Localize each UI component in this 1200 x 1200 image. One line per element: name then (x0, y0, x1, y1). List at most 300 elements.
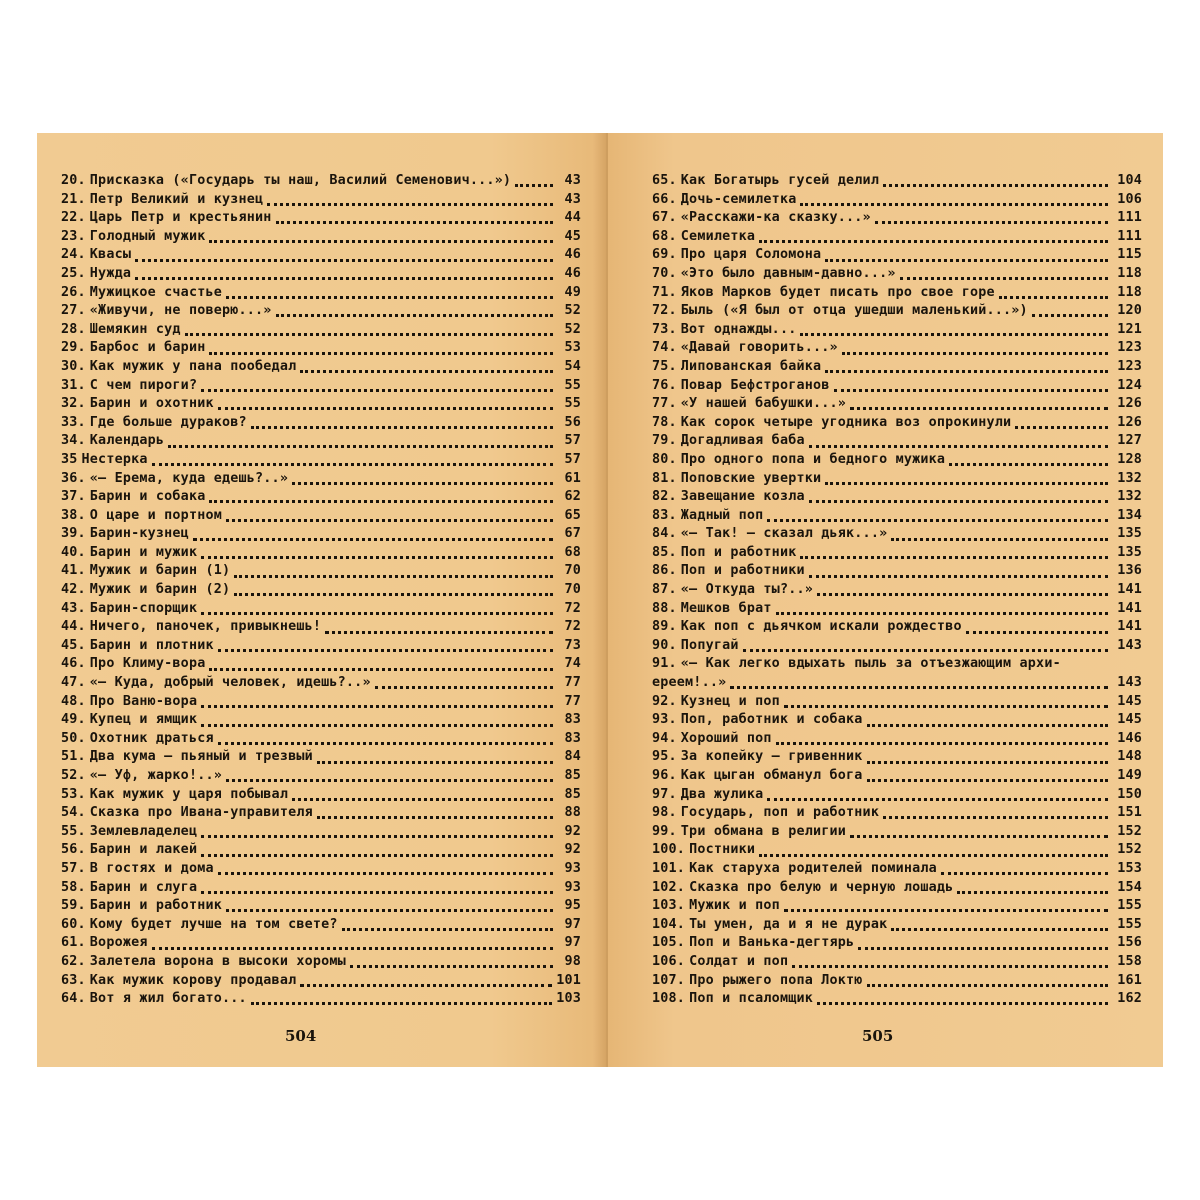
entry-page-number: 126 (1117, 414, 1142, 430)
entry-number: 60. (61, 916, 86, 932)
toc-entry (61, 768, 581, 787)
dot-leader (350, 964, 553, 968)
entry-page-number: 124 (1117, 377, 1142, 393)
entry-number: 106. (652, 953, 686, 969)
dot-leader (226, 518, 553, 522)
toc-entry (652, 656, 1142, 675)
toc-entry (61, 359, 581, 378)
dot-leader (743, 648, 1108, 652)
toc-entry (61, 805, 581, 824)
dot-leader (292, 797, 553, 801)
entry-title: Барин-спорщик (89, 600, 198, 616)
toc-entry (652, 768, 1142, 787)
entry-number: 99. (652, 823, 677, 839)
entry-title: Присказка («Государь ты наш, Василий Семенович...») (89, 173, 512, 188)
toc-entry (652, 861, 1142, 880)
toc-entry (652, 433, 1142, 452)
entry-number: 68. (652, 228, 677, 244)
entry-page-number: 57 (564, 433, 581, 449)
entry-page-number: 106 (1117, 191, 1142, 207)
toc-entry (652, 712, 1142, 731)
toc-entry (61, 322, 581, 341)
toc-entry (652, 396, 1142, 415)
entry-title: Как мужик у царя побывал (89, 786, 289, 802)
dot-leader (867, 723, 1108, 727)
entry-page-number: 43 (564, 191, 581, 207)
dot-leader (767, 797, 1108, 801)
entry-title: Поп, работник и собака (680, 712, 863, 728)
dot-leader (209, 239, 553, 243)
dot-leader (817, 592, 1108, 596)
toc-entry (61, 694, 581, 713)
entry-title: Как цыган обманул бога (680, 768, 863, 783)
entry-page-number: 73 (564, 637, 581, 653)
toc-entry (61, 824, 581, 843)
entry-page-number: 132 (1117, 489, 1142, 505)
entry-number: 81. (652, 470, 677, 486)
entry-number: 50. (61, 730, 86, 746)
entry-page-number: 92 (564, 823, 581, 839)
toc-entry (652, 824, 1142, 843)
dot-leader (226, 908, 553, 912)
dot-leader (800, 332, 1108, 336)
entry-title: Барбос и барин (89, 340, 206, 356)
dot-leader (251, 1001, 552, 1005)
entry-title: Барин и мужик (89, 544, 198, 560)
toc-entry (61, 285, 581, 304)
toc-entry (652, 545, 1142, 564)
entry-title: Яков Марков будет писать про свое горе (680, 284, 995, 300)
dot-leader (201, 723, 553, 727)
entry-title: Охотник драться (89, 730, 214, 746)
dot-leader (834, 388, 1108, 392)
dot-leader (784, 704, 1108, 708)
entry-page-number: 150 (1117, 786, 1142, 802)
toc-entry (652, 452, 1142, 471)
entry-page-number: 70 (564, 582, 581, 598)
toc-entry (61, 563, 581, 582)
entry-title: Как Богатырь гусей делил (680, 173, 880, 188)
entry-number: 51. (61, 749, 86, 765)
dot-leader (867, 778, 1108, 782)
entry-number: 20. (61, 173, 86, 188)
toc-entry (652, 973, 1142, 992)
entry-title: Попугай (680, 637, 739, 653)
dot-leader (152, 946, 553, 950)
entry-page-number: 146 (1117, 730, 1142, 746)
entry-page-number: 53 (564, 340, 581, 356)
dot-leader (817, 1001, 1108, 1005)
entry-title: «— Уф, жарко!..» (89, 768, 222, 783)
toc-entry (61, 247, 581, 266)
entry-number: 73. (652, 321, 677, 337)
entry-page-number: 43 (564, 173, 581, 188)
entry-title: Ворожея (89, 935, 148, 951)
entry-page-number: 145 (1117, 693, 1142, 709)
entry-page-number: 126 (1117, 396, 1142, 412)
toc-entry (61, 656, 581, 675)
entry-page-number: 154 (1117, 879, 1142, 895)
toc-entry (61, 340, 581, 359)
dot-leader (168, 444, 553, 448)
dot-leader (1015, 425, 1108, 429)
dot-leader (201, 853, 553, 857)
entry-number: 69. (652, 247, 677, 263)
entry-number: 92. (652, 693, 677, 709)
entry-number: 105. (652, 935, 686, 951)
entry-title: В гостях и дома (89, 860, 214, 876)
dot-leader (999, 295, 1108, 299)
entry-page-number: 46 (564, 265, 581, 281)
entry-page-number: 162 (1117, 991, 1142, 1007)
entry-number: 67. (652, 210, 677, 226)
dot-leader (809, 444, 1108, 448)
entry-title: «Давай говорить...» (680, 340, 838, 356)
book-spread (37, 133, 1163, 1067)
entry-page-number: 95 (564, 898, 581, 914)
entry-number: 90. (652, 637, 677, 653)
dot-leader (152, 462, 553, 466)
dot-leader (730, 685, 1108, 689)
entry-page-number: 141 (1117, 582, 1142, 598)
dot-leader (193, 537, 553, 541)
toc-entry (61, 787, 581, 806)
toc-entry (652, 526, 1142, 545)
toc-entry (61, 898, 581, 917)
toc-entry (61, 749, 581, 768)
dot-leader (292, 481, 553, 485)
entry-title: Голодный мужик (89, 228, 206, 244)
entry-page-number: 68 (564, 544, 581, 560)
entry-title: Хороший поп (680, 730, 772, 746)
dot-leader (883, 815, 1108, 819)
entry-number: 36. (61, 470, 86, 486)
entry-number: 33. (61, 414, 86, 430)
dot-leader (792, 964, 1108, 968)
entry-number: 88. (652, 600, 677, 616)
entry-title: «— Откуда ты?..» (680, 582, 813, 598)
dot-leader (201, 704, 553, 708)
entry-page-number: 93 (564, 860, 581, 876)
entry-page-number: 83 (564, 712, 581, 728)
toc-entry (61, 601, 581, 620)
entry-title: «— Так! — сказал дьяк...» (680, 526, 888, 542)
entry-number: 44. (61, 619, 86, 635)
entry-page-number: 97 (564, 916, 581, 932)
entry-page-number: 70 (564, 563, 581, 579)
entry-number: 30. (61, 358, 86, 374)
entry-page-number: 118 (1117, 284, 1142, 300)
dot-leader (776, 741, 1108, 745)
entry-page-number: 132 (1117, 470, 1142, 486)
entry-number: 71. (652, 284, 677, 300)
toc-entry (61, 935, 581, 954)
entry-number: 79. (652, 433, 677, 449)
entry-number: 42. (61, 582, 86, 598)
entry-number: 21. (61, 191, 86, 207)
entry-page-number: 141 (1117, 600, 1142, 616)
entry-title: Нужда (89, 265, 132, 281)
entry-number: 58. (61, 879, 86, 895)
entry-page-number: 67 (564, 526, 581, 542)
entry-title: За копейку — гривенник (680, 749, 863, 765)
dot-leader (809, 499, 1108, 503)
dot-leader (776, 611, 1108, 615)
entry-title: Квасы (89, 247, 132, 263)
entry-title: Мужик и поп (689, 898, 780, 914)
toc-entry (61, 731, 581, 750)
entry-number: 64. (61, 991, 86, 1007)
dot-leader (825, 481, 1108, 485)
entry-number: 76. (652, 377, 677, 393)
toc-entry (61, 880, 581, 899)
entry-number: 85. (652, 544, 677, 560)
entry-page-number: 141 (1117, 619, 1142, 635)
entry-page-number: 52 (564, 321, 581, 337)
toc-entry (652, 880, 1142, 899)
dot-leader (300, 983, 552, 987)
entry-number: 84. (652, 526, 677, 542)
entry-number: 25. (61, 265, 86, 281)
entry-page-number: 152 (1117, 823, 1142, 839)
entry-number: 104. (652, 916, 686, 932)
entry-title: Залетела ворона в высоки хоромы (89, 953, 346, 969)
dot-leader (342, 927, 553, 931)
dot-leader (1032, 313, 1108, 317)
entry-title: Мужик и барин (2) (89, 582, 231, 598)
table-of-contents-left (61, 173, 581, 1010)
entry-title: Как сорок четыре угодника воз опрокинули (680, 414, 1012, 430)
entry-title: Календарь (89, 433, 165, 449)
entry-page-number: 52 (564, 303, 581, 319)
dot-leader (842, 351, 1108, 355)
dot-leader (135, 276, 553, 280)
entry-title: Быль («Я был от отца ушедши маленький...») (680, 303, 1028, 319)
entry-page-number: 61 (564, 470, 581, 486)
toc-entry (61, 173, 581, 192)
entry-number: 47. (61, 675, 86, 691)
entry-page-number: 85 (564, 768, 581, 783)
entry-number: 108. (652, 991, 686, 1007)
entry-title: Дочь-семилетка (680, 191, 797, 207)
entry-number: 46. (61, 656, 86, 672)
entry-number: 86. (652, 563, 677, 579)
entry-title: «Живучи, не поверю...» (89, 303, 272, 319)
entry-page-number: 101 (556, 972, 581, 988)
entry-page-number: 83 (564, 730, 581, 746)
entry-page-number: 136 (1117, 563, 1142, 579)
toc-entry (652, 415, 1142, 434)
dot-leader (891, 927, 1108, 931)
dot-leader (767, 518, 1108, 522)
entry-number: 37. (61, 489, 86, 505)
toc-entry (652, 749, 1142, 768)
entry-page-number: 134 (1117, 507, 1142, 523)
entry-title: Поп и работники (680, 563, 805, 579)
toc-entry (61, 229, 581, 248)
entry-page-number: 65 (564, 507, 581, 523)
entry-number: 95. (652, 749, 677, 765)
entry-page-number: 115 (1117, 247, 1142, 263)
entry-number: 23. (61, 228, 86, 244)
entry-page-number: 93 (564, 879, 581, 895)
entry-number: 83. (652, 507, 677, 523)
toc-entry (61, 582, 581, 601)
entry-title: Барин и собака (89, 489, 206, 505)
entry-page-number: 118 (1117, 265, 1142, 281)
entry-page-number: 155 (1117, 916, 1142, 932)
toc-entry (652, 266, 1142, 285)
entry-page-number: 128 (1117, 451, 1142, 467)
entry-page-number: 57 (564, 451, 581, 467)
entry-title: Как мужик корову продавал (89, 972, 297, 988)
entry-number: 29. (61, 340, 86, 356)
toc-entry (652, 805, 1142, 824)
dot-leader (251, 425, 553, 429)
entry-number: 61. (61, 935, 86, 951)
entry-number: 40. (61, 544, 86, 560)
entry-title: Догадливая баба (680, 433, 805, 449)
entry-title: Липованская байка (680, 358, 822, 374)
dot-leader (800, 555, 1108, 559)
entry-number: 39. (61, 526, 86, 542)
entry-title: Царь Петр и крестьянин (89, 210, 272, 226)
toc-entry (61, 991, 581, 1010)
entry-title: Сказка про белую и черную лошадь (689, 879, 954, 895)
toc-entry (61, 508, 581, 527)
toc-entry (652, 285, 1142, 304)
toc-entry (652, 322, 1142, 341)
dot-leader (226, 778, 553, 782)
dot-leader (276, 220, 553, 224)
toc-entry (652, 619, 1142, 638)
entry-title: Поп и Ванька-дегтярь (689, 935, 855, 951)
dot-leader (209, 667, 553, 671)
entry-title: Жадный поп (680, 507, 764, 523)
entry-title: «— Как легко вдыхать пыль за отъезжающим архи- (680, 656, 1061, 672)
entry-title: Сказка про Ивана-управителя (89, 805, 313, 821)
entry-page-number: 98 (564, 953, 581, 969)
dot-leader (317, 815, 553, 819)
entry-number: 98. (652, 805, 677, 821)
entry-title: Мужик и барин (1) (89, 563, 231, 579)
dot-leader (941, 871, 1108, 875)
dot-leader (226, 295, 553, 299)
entry-title: Три обмана в религии (680, 823, 847, 839)
entry-number: 41. (61, 563, 86, 579)
dot-leader (957, 890, 1108, 894)
entry-number: 62. (61, 953, 86, 969)
dot-leader (325, 630, 553, 634)
entry-page-number: 44 (564, 210, 581, 226)
toc-entry (61, 433, 581, 452)
dot-leader (867, 983, 1108, 987)
entry-title: Два кума — пьяный и трезвый (89, 749, 313, 765)
entry-number: 87. (652, 582, 677, 598)
entry-title: «У нашей бабушки...» (680, 396, 847, 412)
dot-leader (966, 630, 1108, 634)
toc-entry (652, 508, 1142, 527)
toc-entry (61, 396, 581, 415)
entry-page-number: 77 (564, 693, 581, 709)
entry-title: Барин-кузнец (89, 526, 189, 542)
entry-page-number: 77 (564, 675, 581, 691)
toc-entry (652, 192, 1142, 211)
toc-entry (61, 638, 581, 657)
entry-page-number: 120 (1117, 303, 1142, 319)
dot-leader (949, 462, 1108, 466)
entry-page-number: 49 (564, 284, 581, 300)
toc-entry (652, 601, 1142, 620)
entry-title: Где больше дураков? (89, 414, 247, 430)
entry-number: 59. (61, 898, 86, 914)
toc-entry (652, 229, 1142, 248)
entry-number: 66. (652, 191, 677, 207)
entry-title: «Это было давным-давно...» (680, 265, 896, 281)
entry-page-number: 127 (1117, 433, 1142, 449)
entry-number: 38. (61, 507, 86, 523)
dot-leader (784, 908, 1108, 912)
entry-page-number: 45 (564, 228, 581, 244)
entry-title: Про царя Соломона (680, 247, 822, 263)
entry-page-number: 152 (1117, 842, 1142, 858)
entry-title: Государь, поп и работник (680, 805, 880, 821)
toc-entry (61, 545, 581, 564)
entry-title: ереем!..» (652, 675, 727, 691)
dot-leader (375, 685, 553, 689)
entry-number: 107. (652, 972, 686, 988)
entry-number: 22. (61, 210, 86, 226)
entry-page-number: 55 (564, 377, 581, 393)
dot-leader (201, 388, 553, 392)
toc-entry (61, 675, 581, 694)
entry-number: 82. (652, 489, 677, 505)
entry-number: 80. (652, 451, 677, 467)
entry-page-number: 121 (1117, 321, 1142, 337)
toc-entry (61, 489, 581, 508)
entry-title: Барин и лакей (89, 842, 198, 858)
entry-page-number: 111 (1117, 210, 1142, 226)
entry-page-number: 158 (1117, 953, 1142, 969)
toc-entry (61, 619, 581, 638)
entry-title: Как поп с дьячком искали рождество (680, 619, 962, 635)
dot-leader (809, 574, 1108, 578)
dot-leader (234, 574, 553, 578)
entry-page-number: 62 (564, 489, 581, 505)
entry-number: 45. (61, 637, 86, 653)
dot-leader (900, 276, 1108, 280)
toc-entry (652, 787, 1142, 806)
entry-page-number: 135 (1117, 544, 1142, 560)
toc-entry (652, 675, 1142, 694)
entry-title: Мужицкое счастье (89, 284, 222, 300)
dot-leader (858, 946, 1108, 950)
toc-entry (652, 954, 1142, 973)
dot-leader (300, 369, 553, 373)
entry-title: Землевладелец (89, 823, 198, 839)
entry-title: С чем пироги? (89, 377, 198, 393)
dot-leader (234, 592, 553, 596)
entry-page-number: 156 (1117, 935, 1142, 951)
entry-page-number: 148 (1117, 749, 1142, 765)
entry-number: 72. (652, 303, 677, 319)
entry-title: «Расскажи-ка сказку...» (680, 210, 871, 226)
table-of-contents-right (652, 173, 1142, 1010)
dot-leader (800, 202, 1108, 206)
entry-title: Барин и плотник (89, 637, 214, 653)
entry-page-number: 143 (1117, 637, 1142, 653)
dot-leader (201, 890, 553, 894)
